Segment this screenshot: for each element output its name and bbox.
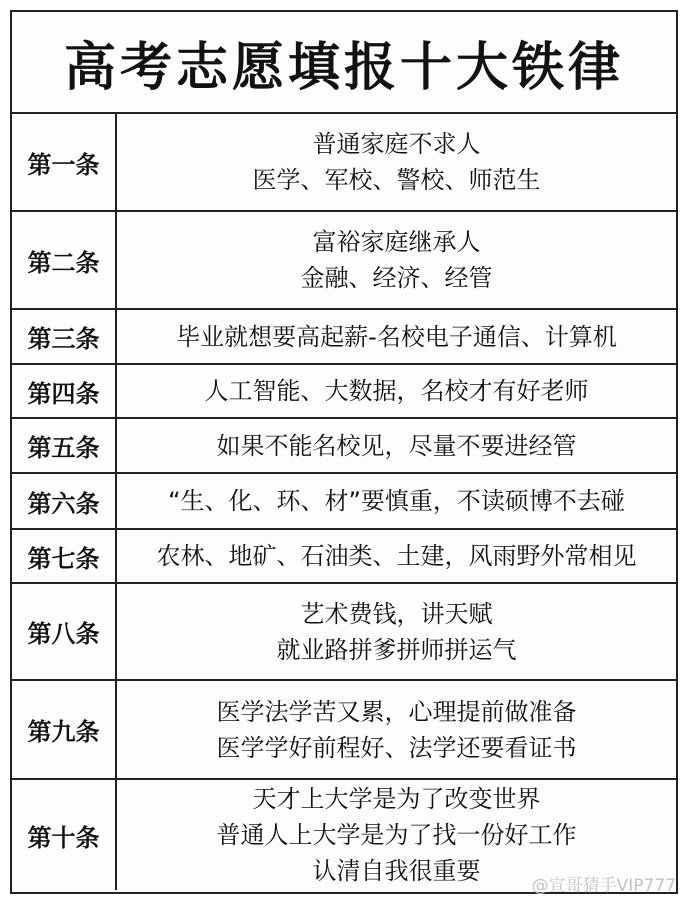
rule-content: [117, 114, 676, 210]
rule-label: 第六条: [12, 474, 117, 528]
rule-text-line: 认清自我很重要: [312, 857, 481, 885]
rule-label: 第三条: [12, 310, 117, 363]
rule-label: 第七条: [12, 530, 117, 582]
rule-row-5: [12, 419, 676, 474]
page-title: 高考志愿填报十大铁律: [12, 12, 676, 114]
rule-row-7: [12, 530, 676, 584]
rule-text-line: 医学、军校、警校、师范生: [252, 166, 541, 194]
watermark: @宣哥猜手VIP777: [531, 876, 676, 896]
rule-row-4: [12, 365, 676, 419]
rule-text-line: 富裕家庭继承人: [312, 228, 481, 256]
rule-text-line: 农林、地矿、石油类、土建，风雨野外常相见: [156, 542, 637, 570]
rule-text-line: 普通家庭不求人: [312, 130, 481, 158]
rule-content: [117, 365, 676, 417]
rule-label: 第八条: [12, 584, 117, 679]
rule-text-line: 金融、经济、经管: [300, 264, 493, 292]
rule-content: [117, 419, 676, 472]
rule-text-line: 天才上大学是为了改变世界: [252, 785, 541, 813]
rule-text-line: 就业路拼爹拼师拼运气: [276, 635, 517, 664]
rule-content: [117, 212, 676, 308]
rule-label: 第一条: [12, 114, 117, 210]
rule-label: 第四条: [12, 365, 117, 417]
rule-text-line: 艺术费钱，讲天赋: [300, 599, 493, 628]
rule-row-1: [12, 114, 676, 212]
rule-row-3: [12, 310, 676, 365]
rule-text-line: 如果不能名校见，尽量不要进经管: [216, 431, 577, 460]
rule-label: 第二条: [12, 212, 117, 308]
rule-content: [117, 681, 676, 778]
rule-content: [117, 584, 676, 679]
rule-label: 第九条: [12, 681, 117, 778]
rules-table: [12, 114, 676, 890]
rule-label: 第十条: [12, 780, 117, 890]
rule-text-line: 毕业就想要高起薪-名校电子通信、计算机: [176, 322, 617, 351]
rule-row-6: [12, 474, 676, 530]
rule-content: [117, 530, 676, 582]
rule-row-9: [12, 681, 676, 780]
rule-row-8: [12, 584, 676, 681]
rule-text-line: 医学学好前程好、法学还要看证书: [216, 733, 577, 762]
rule-text-line: 人工智能、大数据，名校才有好老师: [204, 377, 589, 405]
rules-sheet: [10, 10, 678, 894]
rule-text-line: 普通人上大学是为了找一份好工作: [216, 821, 577, 849]
rule-text-line: 医学法学苦又累，心理提前做准备: [216, 697, 577, 726]
rule-text-line: “生、化、环、材”要慎重，不读硕博不去碰: [168, 487, 625, 515]
rule-row-2: [12, 212, 676, 310]
rule-content: [117, 310, 676, 363]
rule-content: [117, 474, 676, 528]
rule-label: 第五条: [12, 419, 117, 472]
